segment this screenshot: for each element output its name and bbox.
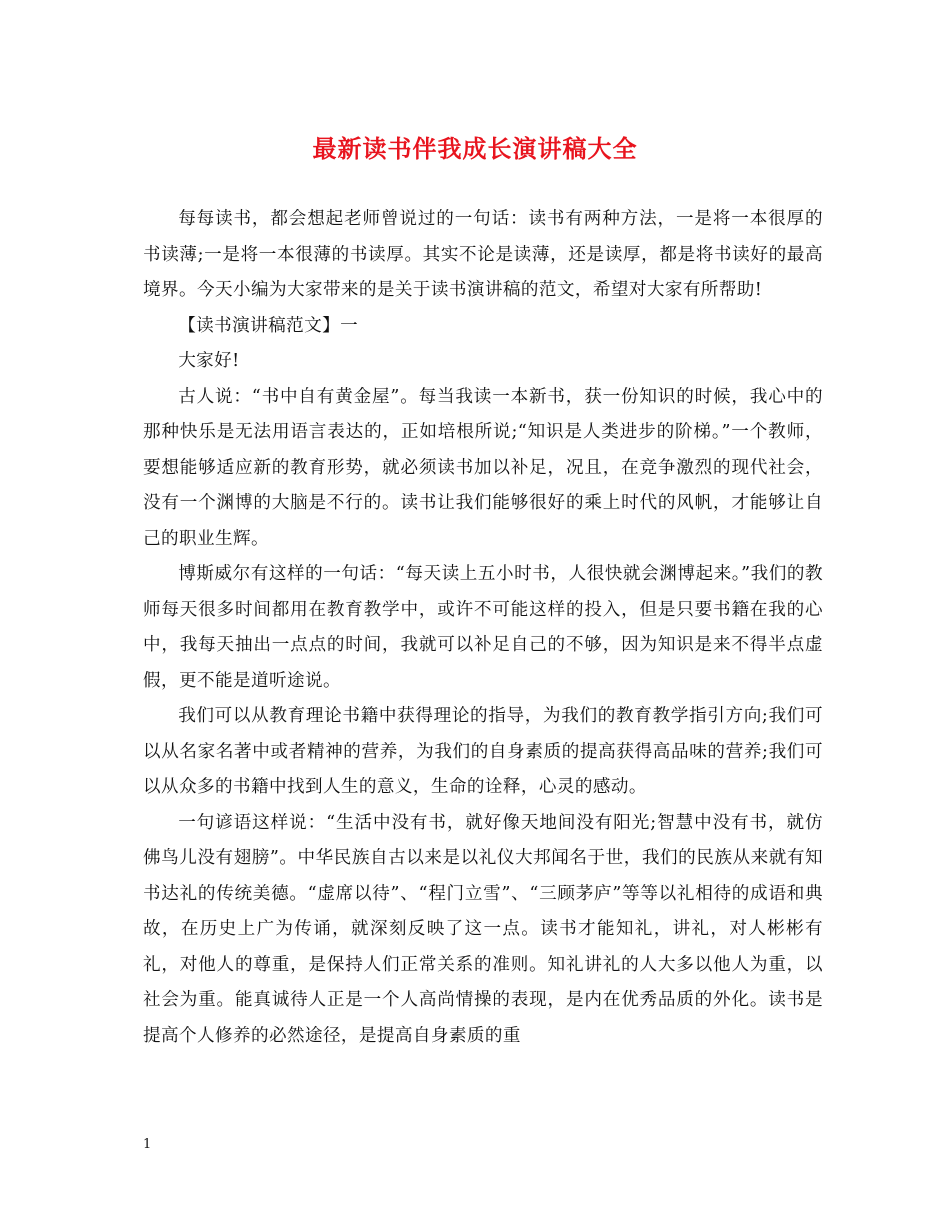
paragraph-intro: 每每读书，都会想起老师曾说过的一句话：读书有两种方法，一是将一本很厚的书读薄;一是将一本很薄的书读厚。其实不论是读薄，还是读厚，都是将书读好的最高境界。今天小编为大家带来的是关于读书演讲稿的范文，希望对大家有所帮助! <box>143 209 823 300</box>
paragraph-education-books: 我们可以从教育理论书籍中获得理论的指导，为我们的教育教学指引方向;我们可以从名家名著中或者精神的营养，为我们的自身素质的提高获得高品味的营养;我们可以从众多的书籍中找到人生的意义，生命的诠释，心灵的感动。 <box>143 706 823 797</box>
paragraph-greeting: 大家好! <box>178 351 240 371</box>
paragraph-proverb: 一句谚语这样说：“生活中没有书，就好像天地间没有阳光;智慧中没有书，就仿佛鸟儿没有翅膀”。中华民族自古以来是以礼仪大邦闻名于世，我们的民族从来就有知书达礼的传统美德。“虚席以待”、“程门立雪”、“三顾茅庐”等等以礼相待的成语和典故，在历史上广为传诵，就深刻反映了这一点。读书才能知礼，讲礼，对人彬彬有礼，对他人的尊重，是保持人们正常关系的准则。知礼讲礼的人大多以他人为重，以社会为重。能真诚待人正是一个人高尚情操的表现，是内在优秀品质的外化。读书是提高个人修养的必然途径，是提高自身素质的重 <box>143 812 823 1046</box>
paragraph-section-heading: 【读书演讲稿范文】一 <box>178 315 359 336</box>
paragraph-ancient-saying: 古人说：“书中自有黄金屋”。每当我读一本新书，获一份知识的时候，我心中的那种快乐是无法用语言表达的，正如培根所说;“知识是人类进步的阶梯。”一个教师，要想能够适应新的教育形势，就必须读书加以补足，况且，在竞争激烈的现代社会，没有一个渊博的大脑是不行的。读书让我们能够很好的乘上时代的风帆，才能够让自己的职业生辉。 <box>143 386 823 549</box>
document-body <box>143 202 823 1054</box>
paragraph-boswell-quote: 博斯威尔有这样的一句话：“每天读上五小时书，人很快就会渊博起来。”我们的教师每天很多时间都用在教育教学中，或许不可能这样的投入，但是只要书籍在我的心中，我每天抽出一点点的时间，我就可以补足自己的不够，因为知识是来不得半点虚假，更不能是道听途说。 <box>143 564 823 691</box>
document-title: 最新读书伴我成长演讲稿大全 <box>312 134 638 163</box>
page-number: 1 <box>143 1137 152 1152</box>
